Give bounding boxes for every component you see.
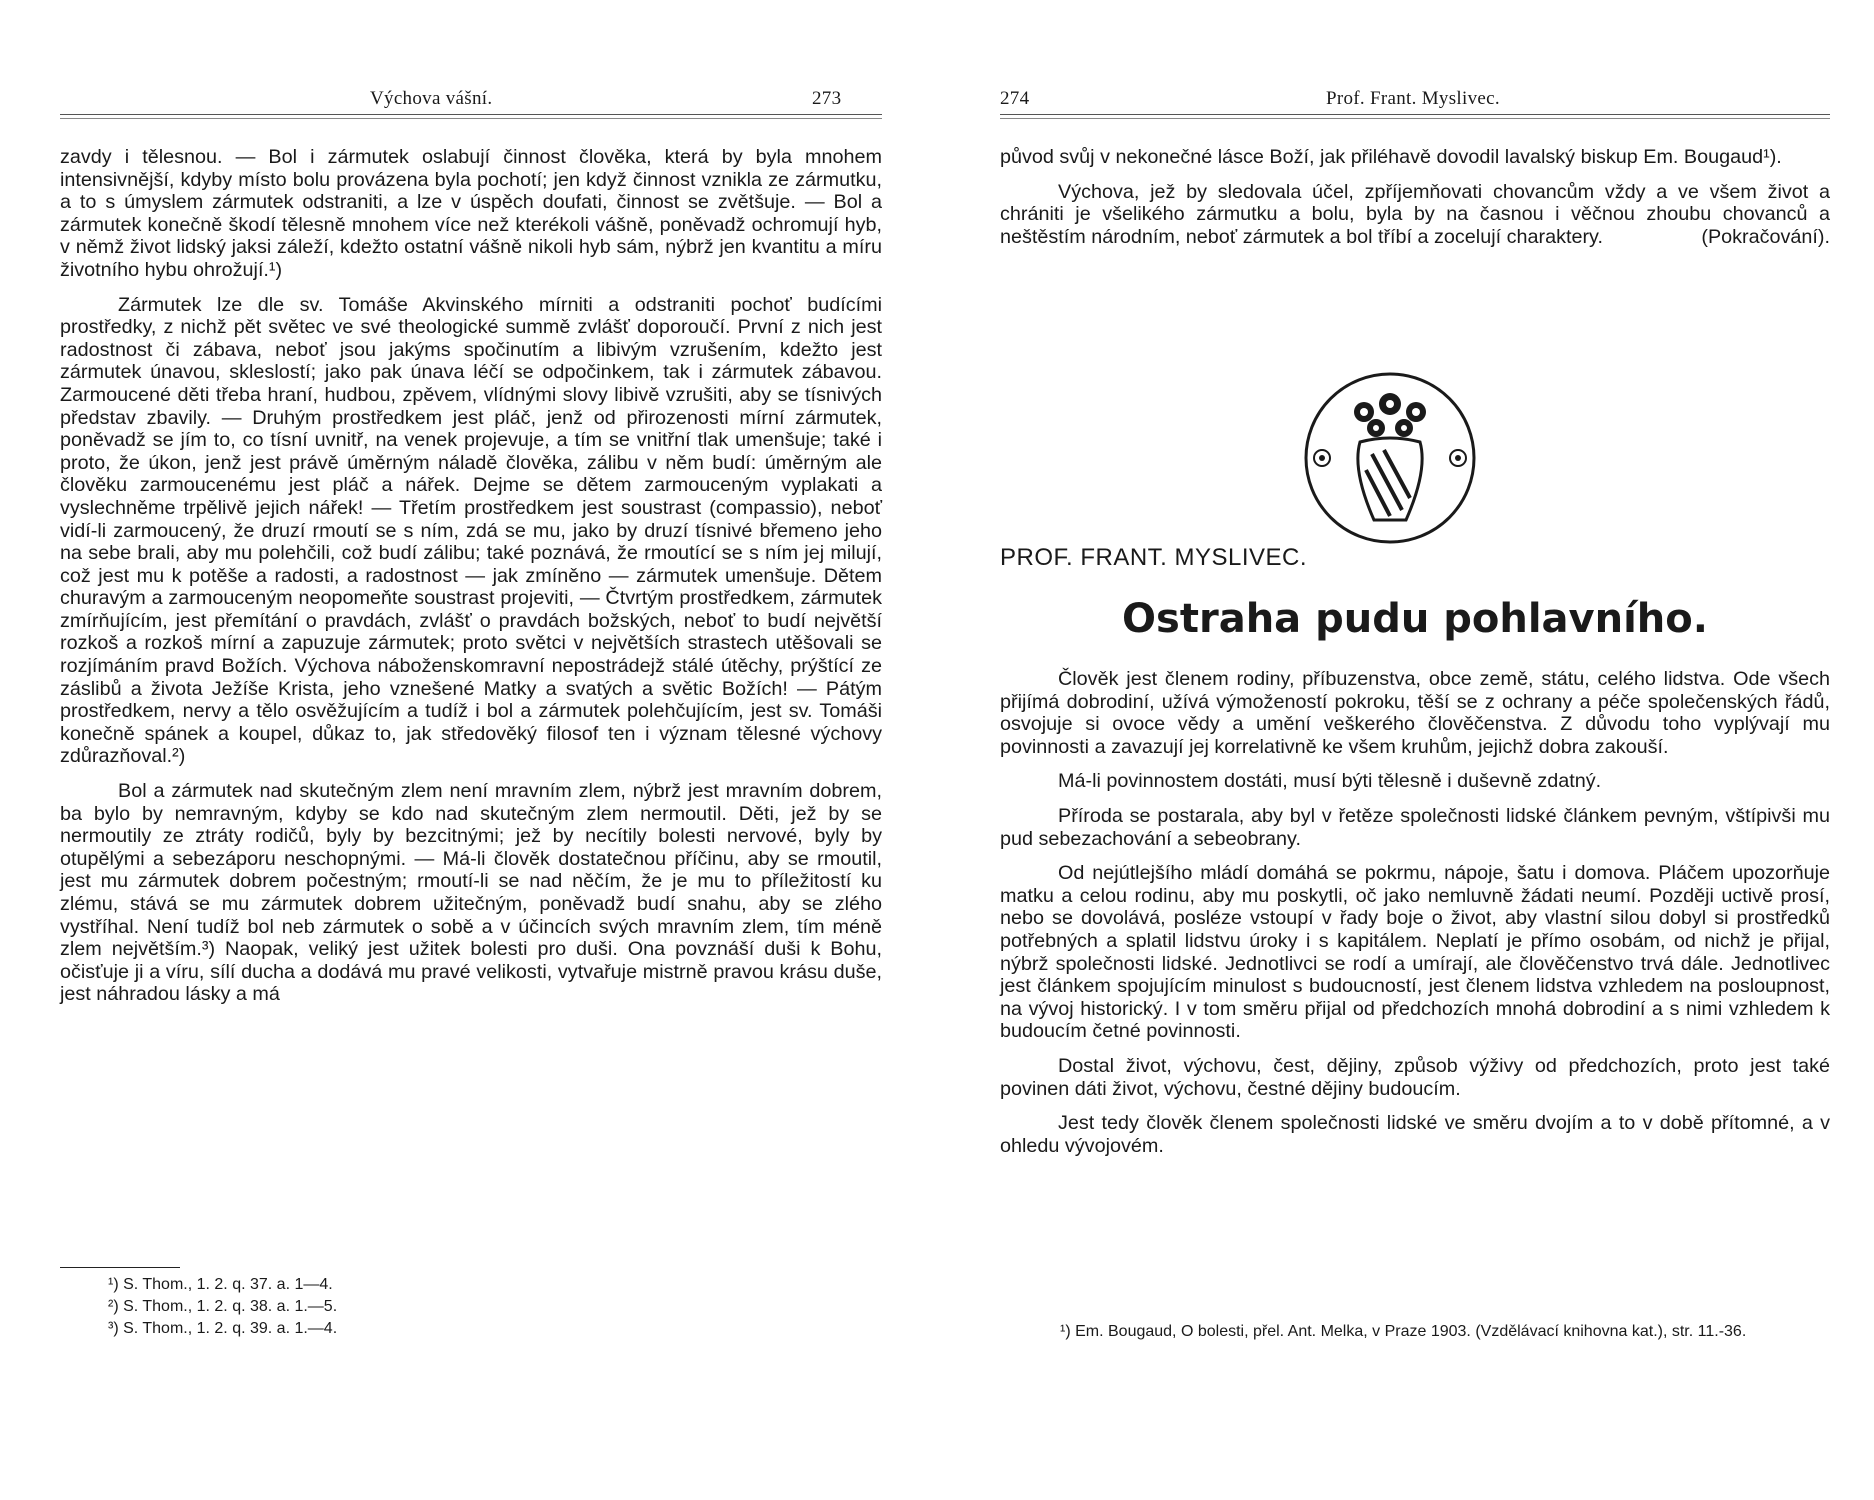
footnote: ¹) S. Thom., 1. 2. q. 37. a. 1—4. (108, 1276, 333, 1293)
right-page-header (1000, 84, 1830, 118)
page-number: 274 (1000, 88, 1030, 109)
author-heading: PROF. FRANT. MYSLIVEC. (1000, 544, 1308, 571)
paragraph: Bol a zármutek nad skutečným zlem není mravním zlem, nýbrž jest mravním dobrem, ba bylo by nemravným, kdyby se kdo nad skutečným zlem nermoutil. Děti, jež by se nermoutily ze ztráty rodičů, byly by bezcitnými; jež by necítily bolesti nervové, byly by otupělými a sebezáporu neschopnými. — Má-li člověk dostatečnou příčinu, aby se rmoutil, jest mu zármutek dobrem počestným; rmoutí-li se nad něčím, že je mu to příležitostí ku zlému, stává se mu zármutek dobrem užitečným, poněvadž budí snahu, aby se zlého vystříhal. Není tudíž bol neb zármutek o sobě a v účincích svých mravním zlem, tím méně zlem největším.³) Naopak, veliký jest užitek bolesti pro duši. Ona povznáší duši k Bohu, očisťuje ji a víru, sílí ducha a dodává mu pravé velikosti, vytvařuje mistrně pravou krásu duše, jest náhradou lásky a má (60, 780, 882, 1006)
paragraph: původ svůj v nekonečné lásce Boží, jak přiléhavě dovodil lavalský biskup Em. Bougaud¹). (1000, 146, 1782, 168)
paragraph: Příroda se postarala, aby byl v řetěze společnosti lidské článkem pevným, vštípivši mu pud sebezachování a sebeobrany. (1000, 804, 1830, 850)
left-page (60, 0, 882, 1500)
right-body-continuation (1000, 146, 1830, 260)
running-title: Prof. Frant. Myslivec. (1326, 88, 1500, 109)
paragraph (1000, 181, 1830, 249)
header-rule (1000, 114, 1830, 115)
footnotes (108, 1274, 337, 1340)
header-rule (60, 114, 882, 115)
page-number: 273 (812, 88, 842, 109)
paragraph: Má-li povinnostem dostáti, musí býti tělesně i duševně zdatný. (1058, 770, 1602, 793)
header-rule (60, 118, 882, 119)
right-body-article (1000, 668, 1830, 1169)
paragraph-text: Výchova, jež by sledovala účel, zpříjemňovati chovancům vždy a ve všem život a chrániti je všelikého zármutku a bolu, byla by na časnou i věčnou zhoubu chovanců a neštěstím národním, neboť zármutek a bol tříbí a zocelují charaktery. (1000, 180, 1830, 248)
paragraph: Jest tedy člověk členem společnosti lidské ve směru dvojím a to v době přítomné, a v ohledu vývojovém. (1000, 1112, 1830, 1157)
footnote: ²) S. Thom., 1. 2. q. 38. a. 1.—5. (108, 1298, 338, 1315)
left-page-header (60, 84, 882, 118)
paragraph: Zármutek lze dle sv. Tomáše Akvinského mírniti a odstraniti pochoť budícími prostředky, z nichž pět světec ve své theologické summě zvlášť doporoučí. První z nich jest radostnost či zábava, neboť jsou jakýms spočinutím a libivým vzrušením, kdežto jest zármutek únavou, skleslostí; jako pak únava léčí se odpočinkem, tak i zármutek zábavou. Zarmoucené děti třeba hraní, hudbou, zpěvem, vlídnými slovy libivě vzrušiti, aby se tísnivých představ zbavily. — Druhým prostředkem jest pláč, jenž od přirozenosti mírní zármutek, poněvadž se jím to, co tísní uvnitř, na venek projevuje, a tím se vnitřní tlak umenšuje; také i proto, že úkon, jenž jest právě úměrným náladě člověka, zálibu v něm budí: úměrným ale člověku zarmoucenému jest pláč a nářek. Dejme se dětem zarmouceným vyplakati a vyslechněme trpělivě jejich nářek! — Třetím prostředkem jest soustrast (compassio), neboť vidí-li zarmoucený, že druzí rmoutí se s ním, zdá se mu, jako by druzí tísnivé břemeno jeho na sebe brali, aby mu polehčili, což budí zálibu; také poznává, že rmoutící se s ním jej milují, což jest mu k potěše a radosti, a radostnost — jak zmíněno — zármutek umenšuje. Dětem churavým a zarmouceným neopomeňte soustrast projeviti, — Čtvrtým prostředkem, zármutek zmírňujícím, jest přemítání o pravdách, zvlášť o pravdách božských, neboť to budí největší rozkoš a rozkoš mírní a zapuzuje zármutek; proto světci v největších strastech utěšovali se rozjímáním pravd Božích. Výchova náboženskomravní nepostrádejž stálé útěchy, prýštící ze záslibů a života Ježíše Krista, jeho vznešené Matky a svatých a světic Božích! — Pátým prostředkem, nervy a tělo osvěžujícím a tudíž i bol a zármutek polehčujícím, jest sv. Tomáši konečně spánek a koupel, důkaz to, jak středověký filosof ten i význam tělesné výchovy zdůrazňoval.²) (60, 293, 882, 768)
footnote: ¹) Em. Bougaud, O bolesti, přel. Ant. Melka, v Praze 1903. (Vzdělávací knihovna kat.), str. 11.-36. (1060, 1323, 1747, 1340)
paragraph: zavdy i tělesnou. — Bol i zármutek oslabují činnost člověka, která by byla mnohem intensivnější, kdyby místo bolu provázena byla pochotí; jen když činnost vznikla ze zármutku, a to s úmyslem zármutek odstraniti, a lze v úspěch doufati, činnost se zvětšuje. — Bol a zármutek konečně škodí tělesně mnohem více než kterékoli vášně, poněvadž ochromují hyb, v němž život lidský jaksi záleží, kdežto ostatní vášně nikoli hyb sám, nýbrž jen kvantitu a míru životního hybu ohrožují.¹) (60, 146, 882, 281)
vase-of-flowers-ornament-icon (1302, 370, 1478, 546)
continued-label: (Pokračování). (1701, 225, 1830, 248)
footnote-rule (60, 1267, 180, 1268)
article-title: Ostraha pudu pohlavního. (1122, 596, 1708, 642)
paragraph: Od nejútlejšího mládí domáhá se pokrmu, nápoje, šatu i domova. Pláčem upozorňuje matku a celou rodinu, aby mu poskytli, oč jako nemluvně žádati neumí. Později uctivě prosí, nebo se dovolává, posléze vstoupí v řady boje o život, aby vlastní silou dobyl si prostředků potřebných a splatil lidstvu úroky i s kapitálem. Neplatí je přímo osobám, od nichž je přijal, nýbrž společnosti lidské. Jednotlivci se rodí a umírají, ale člověčenstvo trvá dále. Jednotlivec jest článkem spojujícím minulost s budoucností, jest členem lidstva vzhledem na posloupnost, na vývoj historický. I v tom směru přijal od předchozích mnohá dobrodiní a s nimi vzhledem k budoucím četné povinnosti. (1000, 862, 1830, 1043)
right-page (1000, 0, 1830, 1500)
header-rule (1000, 118, 1830, 119)
left-body-text (60, 146, 882, 1018)
footnote: ³) S. Thom., 1. 2. q. 39. a. 1.—4. (108, 1320, 338, 1337)
paragraph: Člověk jest členem rodiny, příbuzenstva, obce země, státu, celého lidstva. Ode všech přijímá dobrodiní, užívá výmožeností pokroku, těší se z ochrany a péče společenských řádů, osvojuje si ovoce vědy a umění veškerého člověčenstva. Z důvodu toho vyplývají mu povinnosti a zavazují jej korrelativně ke všem kruhům, jejichž dobra zakouší. (1000, 668, 1830, 758)
paragraph: Dostal život, výchovu, čest, dějiny, způsob výživy od předchozích, proto jest také povinen dáti život, výchovu, čestné dějiny budoucím. (1000, 1054, 1830, 1100)
running-title: Výchova vášní. (370, 88, 493, 109)
